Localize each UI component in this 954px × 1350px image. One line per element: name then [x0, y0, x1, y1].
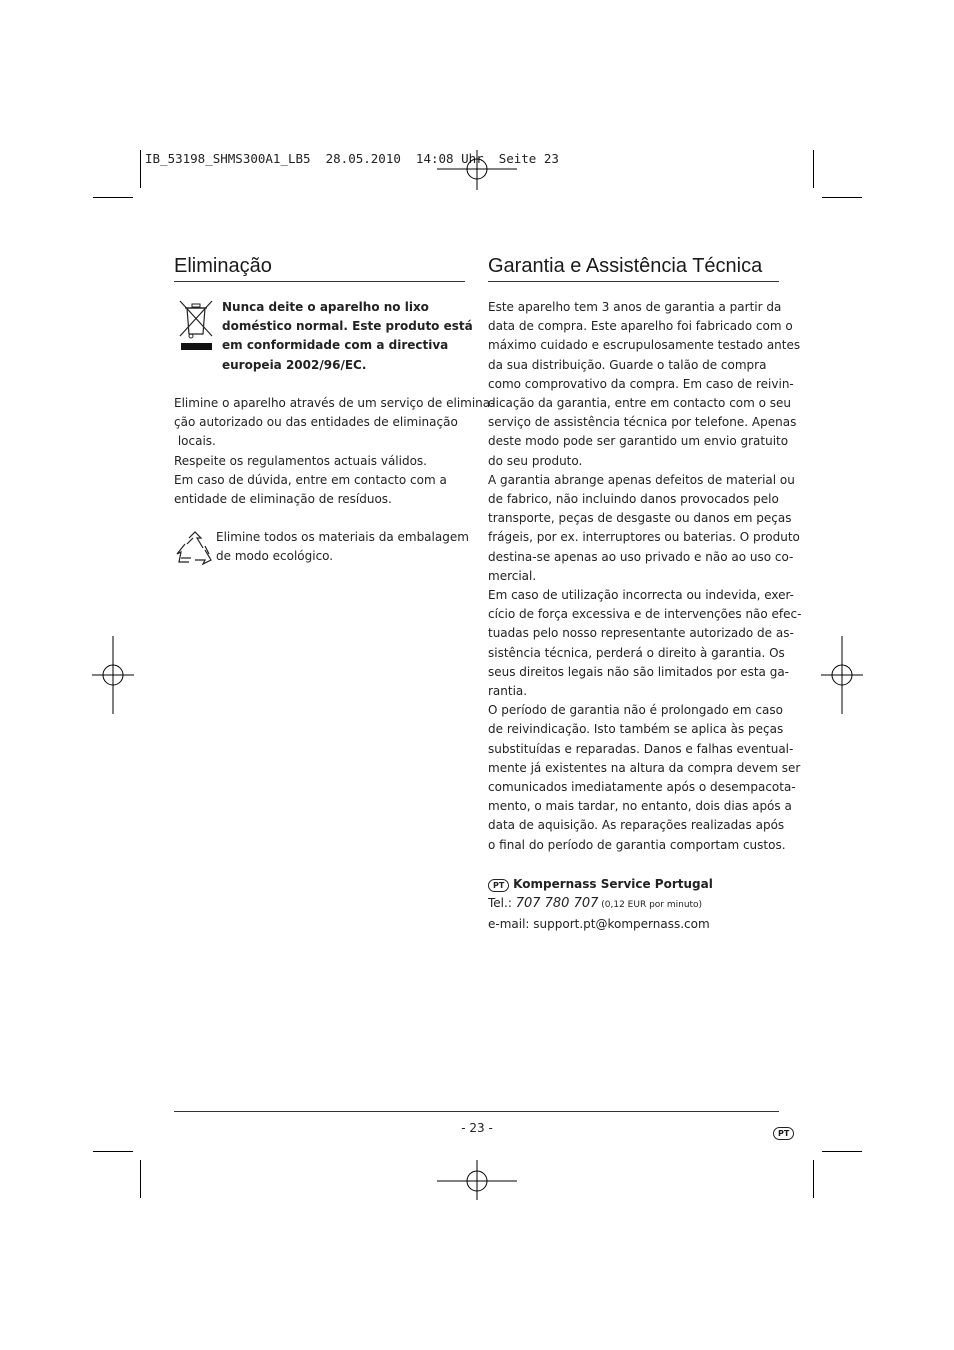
crossed-bin-icon — [177, 298, 215, 353]
text-line: mercial. — [488, 568, 537, 583]
text-line: locais. — [174, 434, 216, 449]
warning-line: doméstico normal. Este produto está — [222, 319, 473, 334]
registration-mark-icon — [92, 636, 134, 714]
text-line: rantia. — [488, 684, 528, 699]
text-line: Elimine o aparelho através de um serviço de elimina- — [174, 396, 495, 410]
text-line: deste modo pode ser garantido um envio gratuito — [488, 434, 789, 449]
text-line: de fabrico, não incluindo danos provocados pelo — [488, 492, 779, 507]
tel-note: (0,12 EUR por minuto) — [598, 900, 703, 911]
recycling-icon — [175, 530, 215, 568]
text-line: máximo cuidado e escrupulosamente testado antes — [488, 338, 801, 353]
text-line: Em caso de dúvida, entre em contacto com a — [174, 472, 447, 487]
warning-line: em conformidade com a directiva — [222, 338, 449, 353]
crop-mark — [813, 150, 814, 188]
text-line: mente já existentes na altura da compra devem ser — [488, 760, 801, 775]
text-line: sistência técnica, perderá o direito à garantia. Os — [488, 645, 785, 660]
text-line: comunicados imediatamente após o desempacota- — [488, 780, 796, 795]
text-line: mento, o mais tardar, no entanto, dois dias após a — [488, 799, 792, 814]
service-contact — [488, 875, 798, 935]
country-badge: PT — [488, 879, 509, 892]
text-line: A garantia abrange apenas defeitos de material ou — [488, 472, 795, 487]
text-line: o final do período de garantia comportam custos. — [488, 837, 786, 852]
text-line: Este aparelho tem 3 anos de garantia a partir da — [488, 300, 782, 314]
text-line: do seu produto. — [488, 453, 583, 468]
text-line: de modo ecológico. — [216, 549, 334, 564]
text-line: como comprovativo da compra. Em caso de reivin- — [488, 376, 794, 391]
crop-mark — [140, 1160, 141, 1198]
text-line: substituídas e reparadas. Danos e falhas eventual- — [488, 741, 794, 756]
title-rule — [174, 281, 465, 282]
text-line: dicação da garantia, entre em contacto com o seu — [488, 396, 792, 411]
email-line: e-mail: support.pt@kompernass.com — [488, 917, 710, 932]
tel-number: 707 780 707 — [515, 896, 599, 912]
page-number: - 23 - — [461, 1121, 493, 1135]
disposal-warning — [222, 298, 472, 375]
disposal-body — [174, 394, 495, 509]
text-line: Respeite os regulamentos actuais válidos. — [174, 453, 427, 468]
packaging-text — [216, 528, 476, 566]
language-badge: PT — [773, 1127, 794, 1140]
text-line: transporte, peças de desgaste ou danos em peças — [488, 511, 792, 526]
tel-label: Tel.: — [488, 896, 516, 911]
section-title-eliminacao: Eliminação — [174, 255, 272, 277]
service-name: Kompernass Service Portugal — [513, 877, 713, 891]
warranty-body — [488, 298, 802, 855]
crop-mark — [140, 150, 141, 188]
text-line: serviço de assistência técnica por telefone. Apenas — [488, 415, 797, 430]
registration-mark-icon — [437, 1160, 517, 1200]
crop-mark — [93, 1151, 133, 1152]
text-line: Elimine todos os materiais da embalagem — [216, 530, 469, 544]
text-line: de reivindicação. Isto também se aplica às peças — [488, 722, 784, 737]
section-title-garantia: Garantia e Assistência Técnica — [488, 255, 763, 277]
crop-mark — [822, 197, 862, 198]
text-line: da sua distribuição. Guarde o talão de compra — [488, 357, 767, 372]
warning-line: Nunca deite o aparelho no lixo — [222, 300, 429, 314]
text-line: ção autorizado ou das entidades de eliminação — [174, 415, 458, 430]
text-line: seus direitos legais não são limitados por esta ga- — [488, 664, 790, 679]
language-badge-wrap — [773, 1121, 794, 1140]
title-rule — [488, 281, 779, 282]
crop-mark — [93, 197, 133, 198]
text-line: frágeis, por ex. interruptores ou baterias. O produto — [488, 530, 800, 545]
text-line: tuadas pelo nosso representante autorizado de as- — [488, 626, 794, 641]
service-name-line — [488, 875, 798, 894]
warning-line: europeia 2002/96/EC. — [222, 357, 367, 372]
text-line: data de compra. Este aparelho foi fabricado com o — [488, 319, 793, 334]
registration-mark-icon — [437, 150, 517, 190]
text-line: cício de força excessiva e de intervenções não efec- — [488, 607, 802, 622]
crop-mark — [822, 1151, 862, 1152]
footer-rule — [174, 1111, 779, 1112]
text-line: entidade de eliminação de resíduos. — [174, 492, 392, 507]
text-line: O período de garantia não é prolongado em caso — [488, 703, 783, 718]
text-line: destina-se apenas ao uso privado e não ao uso co- — [488, 549, 794, 564]
crop-mark — [813, 1160, 814, 1198]
print-header: IB_53198_SHMS300A1_LB5 28.05.2010 14:08 Uhr Seite 23 — [145, 151, 559, 166]
phone-line — [488, 894, 798, 915]
text-line: data de aquisição. As reparações realizadas após — [488, 818, 785, 833]
text-line: Em caso de utilização incorrecta ou indevida, exer- — [488, 588, 794, 603]
registration-mark-icon — [821, 636, 863, 714]
